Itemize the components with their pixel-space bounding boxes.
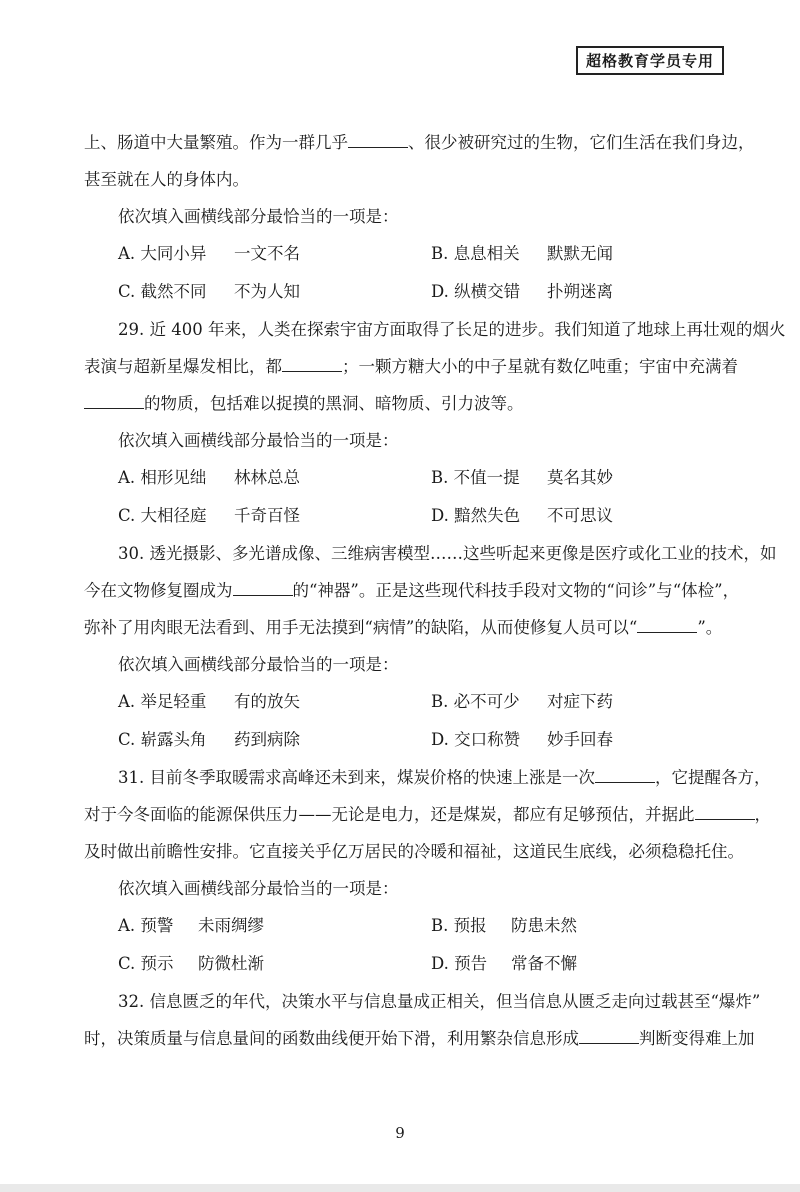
passage-line: 今在文物修复圈成为 的“神器”。正是这些现代科技手段对文物的“问诊”与“体检”， [84,581,740,600]
question-29-line: 29. 近 400 年来，人类在探索宇宙方面取得了长足的进步。我们知道了地球上再壮观的烟火 [118,320,786,339]
question-instruction: 依次填入画横线部分最恰当的一项是： [118,655,399,674]
page-body [84,124,786,1057]
passage-line: 对于今冬面临的能源保供压力——无论是电力，还是煤炭，都应有足够预估，并据此 ， [84,805,771,824]
option-a: A. 大同小异 一文不名 [118,244,300,263]
options-row [84,907,744,945]
answer-blank [637,618,697,633]
options-row [84,497,744,535]
passage-line: 甚至就在人的身体内。 [84,170,249,189]
question-instruction: 依次填入画横线部分最恰当的一项是： [118,431,399,450]
passage-line: 上、肠道中大量繁殖。作为一群几乎 、很少被研究过的生物，它们生活在我们身边， [84,133,755,152]
page-number: 9 [395,1124,405,1142]
option-d: D. 交口称赞 妙手回春 [431,730,613,749]
option-a: A. 相形见绌 林林总总 [118,468,300,487]
options-row [84,273,744,311]
answer-blank [282,357,342,372]
answer-blank [84,394,144,409]
option-d: D. 纵横交错 扑朔迷离 [431,282,613,301]
option-b: B. 息息相关 默默无闻 [431,244,613,263]
passage-line: 表演与超新星爆发相比，都 ；一颗方糖大小的中子星就有数亿吨重；宇宙中充满着 [84,357,738,376]
option-b: B. 预报 防患未然 [431,916,577,935]
passage-line: 弥补了用肉眼无法看到、用手无法摸到“病情”的缺陷，从而使修复人员可以“ ”。 [84,618,723,637]
option-c: C. 崭露头角 药到病除 [118,730,300,749]
option-c: C. 预示 防微杜渐 [118,954,264,973]
watermark-stamp: 超格教育学员专用 [576,46,724,75]
passage-line: 时，决策质量与信息量间的函数曲线便开始下滑，利用繁杂信息形成 判断变得难上加 [84,1029,755,1048]
option-a: A. 预警 未雨绸缪 [118,916,264,935]
options-row [84,235,744,273]
passage-line: 的物质，包括难以捉摸的黑洞、暗物质、引力波等。 [84,385,744,422]
scan-edge [0,1184,800,1192]
answer-blank [348,133,408,148]
question-31-line: 31. 目前冬季取暖需求高峰还未到来，煤炭价格的快速上涨是一次 ，它提醒各方， [118,768,771,787]
options-row [84,721,744,759]
options-row [84,459,744,497]
option-d: D. 预告 常备不懈 [431,954,577,973]
question-30-line: 30. 透光摄影、多光谱成像、三维病害模型……这些听起来更像是医疗或化工业的技术，如 [118,544,777,563]
option-c: C. 截然不同 不为人知 [118,282,300,301]
answer-blank [579,1029,639,1044]
options-row [84,683,744,721]
question-instruction: 依次填入画横线部分最恰当的一项是： [118,207,399,226]
answer-blank [695,805,755,820]
option-d: D. 黯然失色 不可思议 [431,506,613,525]
option-b: B. 不值一提 莫名其妙 [431,468,613,487]
option-c: C. 大相径庭 千奇百怪 [118,506,300,525]
answer-blank [595,768,655,783]
question-instruction: 依次填入画横线部分最恰当的一项是： [118,879,399,898]
question-32-line: 32. 信息匮乏的年代，决策水平与信息量成正相关，但当信息从匮乏走向过载甚至“爆炸” [118,992,761,1011]
option-b: B. 必不可少 对症下药 [431,692,613,711]
option-a: A. 举足轻重 有的放矢 [118,692,300,711]
passage-line: 及时做出前瞻性安排。它直接关乎亿万居民的冷暖和福祉，这道民生底线，必须稳稳托住。 [84,842,744,861]
options-row [84,945,744,983]
answer-blank [233,581,293,596]
